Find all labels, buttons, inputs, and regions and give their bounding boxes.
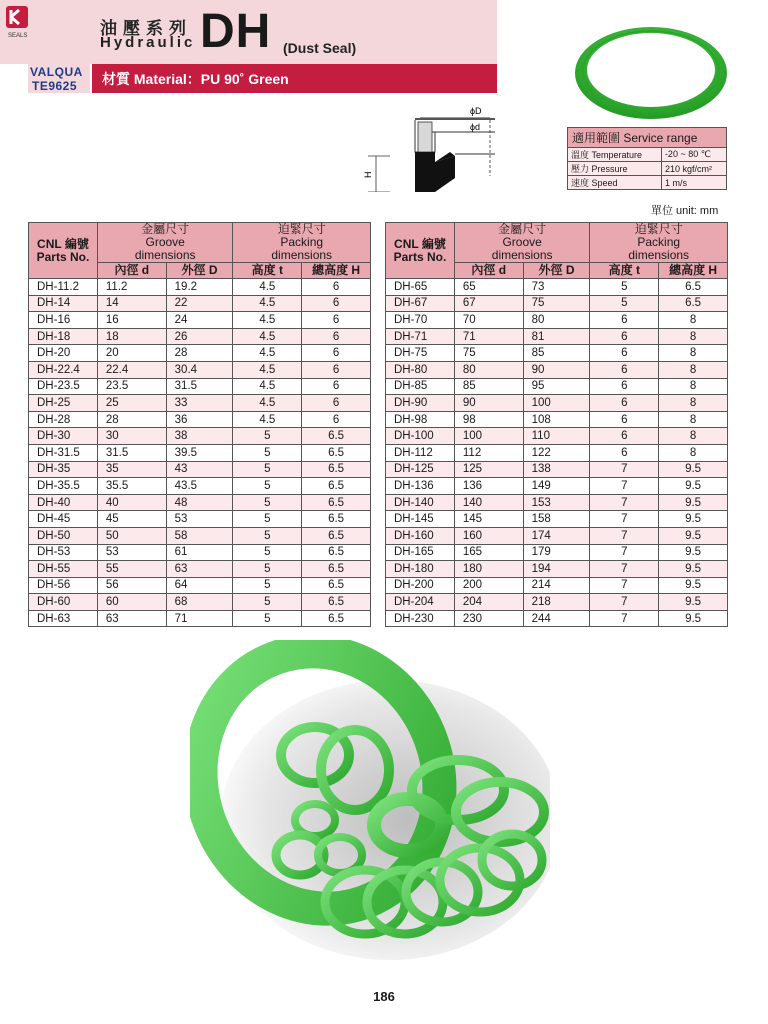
part-number: DH-35 — [29, 461, 98, 478]
inner-diameter: 45 — [97, 511, 166, 528]
part-number: DH-28 — [29, 411, 98, 428]
height-t: 4.5 — [233, 312, 302, 329]
part-number: DH-98 — [386, 411, 455, 428]
part-number: DH-136 — [386, 478, 455, 495]
outer-diameter: 71 — [166, 610, 233, 627]
total-height: 6.5 — [302, 577, 371, 594]
service-value: 210 kgf/cm² — [661, 162, 726, 176]
total-height: 8 — [659, 395, 728, 412]
outer-diameter: 39.5 — [166, 444, 233, 461]
outer-diameter: 80 — [523, 312, 590, 329]
total-height: 8 — [659, 312, 728, 329]
height-t: 7 — [590, 577, 659, 594]
outer-diameter: 43.5 — [166, 478, 233, 495]
total-height: 9.5 — [659, 494, 728, 511]
height-t: 7 — [590, 544, 659, 561]
table-row — [29, 594, 371, 611]
outer-diameter: 158 — [523, 511, 590, 528]
height-t: 5 — [233, 511, 302, 528]
table-row — [386, 411, 728, 428]
part-number: DH-204 — [386, 594, 455, 611]
inner-diameter: 65 — [454, 279, 523, 296]
outer-diameter: 194 — [523, 561, 590, 578]
outer-diameter: 122 — [523, 444, 590, 461]
outer-diameter: 179 — [523, 544, 590, 561]
height-t: 7 — [590, 478, 659, 495]
height-t: 7 — [590, 494, 659, 511]
height-t: 5 — [233, 494, 302, 511]
total-height: 9.5 — [659, 594, 728, 611]
table-row — [386, 494, 728, 511]
service-range-title: 適用範圍 Service range — [568, 128, 727, 148]
outer-diameter: 24 — [166, 312, 233, 329]
total-height: 6 — [302, 312, 371, 329]
table-row — [29, 428, 371, 445]
product-subtitle: (Dust Seal) — [283, 40, 357, 56]
inner-diameter: 14 — [97, 295, 166, 312]
diameter-d-label: ϕd — [470, 122, 481, 132]
table-row — [386, 312, 728, 329]
part-number: DH-165 — [386, 544, 455, 561]
product-code: DH — [200, 5, 272, 58]
part-number: DH-53 — [29, 544, 98, 561]
outer-diameter: 43 — [166, 461, 233, 478]
outer-diameter: 38 — [166, 428, 233, 445]
table-row — [386, 478, 728, 495]
inner-diameter: 60 — [97, 594, 166, 611]
inner-diameter: 100 — [454, 428, 523, 445]
total-height: 6 — [302, 279, 371, 296]
table-row — [386, 544, 728, 561]
total-height: 9.5 — [659, 461, 728, 478]
height-t: 6 — [590, 361, 659, 378]
dimension-table-left — [28, 222, 371, 627]
svg-text:SEALS: SEALS — [8, 33, 28, 39]
table-row — [386, 577, 728, 594]
col-outer-D: 外徑 D — [166, 263, 233, 279]
inner-diameter: 25 — [97, 395, 166, 412]
outer-diameter: 68 — [166, 594, 233, 611]
inner-diameter: 200 — [454, 577, 523, 594]
table-row — [29, 610, 371, 627]
outer-diameter: 100 — [523, 395, 590, 412]
height-t: 5 — [233, 610, 302, 627]
height-t: 5 — [233, 527, 302, 544]
outer-diameter: 73 — [523, 279, 590, 296]
outer-diameter: 95 — [523, 378, 590, 395]
outer-diameter: 26 — [166, 328, 233, 345]
outer-diameter: 28 — [166, 345, 233, 362]
total-height: 6 — [302, 328, 371, 345]
height-t: 6 — [590, 411, 659, 428]
part-number: DH-80 — [386, 361, 455, 378]
product-photo — [190, 640, 550, 980]
col-total-H: 總高度 H — [302, 263, 371, 279]
table-row — [386, 395, 728, 412]
inner-diameter: 165 — [454, 544, 523, 561]
table-row — [29, 345, 371, 362]
table-row — [386, 378, 728, 395]
total-height: 6 — [302, 295, 371, 312]
part-number: DH-16 — [29, 312, 98, 329]
total-height: 8 — [659, 361, 728, 378]
table-row — [29, 561, 371, 578]
inner-diameter: 80 — [454, 361, 523, 378]
height-t: 5 — [233, 561, 302, 578]
table-row — [29, 577, 371, 594]
height-t: 5 — [233, 478, 302, 495]
height-t: 4.5 — [233, 361, 302, 378]
outer-diameter: 153 — [523, 494, 590, 511]
service-value: -20 ~ 80 ℃ — [661, 148, 726, 162]
service-label: 速度 Speed — [568, 176, 662, 190]
part-number: DH-63 — [29, 610, 98, 627]
outer-diameter: 48 — [166, 494, 233, 511]
col-total-H: 總高度 H — [659, 263, 728, 279]
outer-diameter: 36 — [166, 411, 233, 428]
height-t: 5 — [590, 279, 659, 296]
diameter-D-label: ϕD — [470, 106, 482, 116]
inner-diameter: 125 — [454, 461, 523, 478]
height-t: 4.5 — [233, 328, 302, 345]
table-row — [386, 511, 728, 528]
table-row — [386, 279, 728, 296]
total-height: 6.5 — [302, 461, 371, 478]
table-row — [386, 561, 728, 578]
inner-diameter: 67 — [454, 295, 523, 312]
total-height: 8 — [659, 328, 728, 345]
total-height: 8 — [659, 444, 728, 461]
cross-section-diagram — [360, 100, 500, 192]
total-height: 9.5 — [659, 577, 728, 594]
outer-diameter: 61 — [166, 544, 233, 561]
outer-diameter: 31.5 — [166, 378, 233, 395]
total-height: 9.5 — [659, 544, 728, 561]
part-number: DH-140 — [386, 494, 455, 511]
height-t: 6 — [590, 312, 659, 329]
height-t: 7 — [590, 511, 659, 528]
height-t: 4.5 — [233, 295, 302, 312]
height-t: 5 — [233, 577, 302, 594]
height-t: 5 — [233, 444, 302, 461]
outer-diameter: 64 — [166, 577, 233, 594]
inner-diameter: 140 — [454, 494, 523, 511]
packing-header: 迫緊尺寸 Packing dimensions — [233, 223, 371, 263]
part-number: DH-60 — [29, 594, 98, 611]
part-number: DH-145 — [386, 511, 455, 528]
outer-diameter: 19.2 — [166, 279, 233, 296]
table-row — [29, 544, 371, 561]
inner-diameter: 23.5 — [97, 378, 166, 395]
total-height: 9.5 — [659, 561, 728, 578]
part-number: DH-180 — [386, 561, 455, 578]
total-height: 6 — [302, 345, 371, 362]
groove-header: 金屬尺寸 Groove dimensions — [454, 223, 590, 263]
inner-diameter: 98 — [454, 411, 523, 428]
inner-diameter: 31.5 — [97, 444, 166, 461]
outer-diameter: 75 — [523, 295, 590, 312]
parts-header: CNL 編號 Parts No. — [29, 223, 98, 279]
inner-diameter: 90 — [454, 395, 523, 412]
inner-diameter: 40 — [97, 494, 166, 511]
part-number: DH-20 — [29, 345, 98, 362]
inner-diameter: 30 — [97, 428, 166, 445]
seal-ring-image — [571, 15, 731, 125]
inner-diameter: 35.5 — [97, 478, 166, 495]
height-t: 5 — [233, 461, 302, 478]
material-text: 材質 Material：PU 90˚ Green — [102, 71, 289, 87]
inner-diameter: 112 — [454, 444, 523, 461]
inner-diameter: 35 — [97, 461, 166, 478]
table-row — [29, 361, 371, 378]
inner-diameter: 230 — [454, 610, 523, 627]
inner-diameter: 18 — [97, 328, 166, 345]
col-inner-d: 內徑 d — [454, 263, 523, 279]
part-number: DH-11.2 — [29, 279, 98, 296]
part-number: DH-230 — [386, 610, 455, 627]
table-row — [29, 411, 371, 428]
height-t: 6 — [590, 395, 659, 412]
height-t: 6 — [590, 328, 659, 345]
height-t: 5 — [233, 594, 302, 611]
part-number: DH-85 — [386, 378, 455, 395]
part-number: DH-30 — [29, 428, 98, 445]
total-height: 8 — [659, 345, 728, 362]
height-t: 5 — [233, 428, 302, 445]
table-row — [386, 461, 728, 478]
total-height: 8 — [659, 428, 728, 445]
total-height: 6.5 — [302, 444, 371, 461]
total-height: 9.5 — [659, 610, 728, 627]
inner-diameter: 145 — [454, 511, 523, 528]
total-height: 6 — [302, 411, 371, 428]
table-row — [29, 527, 371, 544]
outer-diameter: 138 — [523, 461, 590, 478]
height-t: 7 — [590, 461, 659, 478]
height-t: 5 — [590, 295, 659, 312]
total-height: 8 — [659, 411, 728, 428]
outer-diameter: 81 — [523, 328, 590, 345]
table-row — [29, 395, 371, 412]
inner-diameter: 136 — [454, 478, 523, 495]
packing-header: 迫緊尺寸 Packing dimensions — [590, 223, 728, 263]
total-height: 6 — [302, 361, 371, 378]
height-t: 4.5 — [233, 395, 302, 412]
service-label: 壓力 Pressure — [568, 162, 662, 176]
total-height: 6 — [302, 395, 371, 412]
col-outer-D: 外徑 D — [523, 263, 590, 279]
total-height: 6.5 — [302, 478, 371, 495]
height-t: 7 — [590, 594, 659, 611]
part-number: DH-35.5 — [29, 478, 98, 495]
table-row — [29, 328, 371, 345]
outer-diameter: 149 — [523, 478, 590, 495]
table-row — [29, 279, 371, 296]
total-height: 9.5 — [659, 511, 728, 528]
outer-diameter: 30.4 — [166, 361, 233, 378]
part-number: DH-71 — [386, 328, 455, 345]
table-row — [386, 345, 728, 362]
inner-diameter: 75 — [454, 345, 523, 362]
table-row — [386, 594, 728, 611]
table-row — [29, 461, 371, 478]
table-row — [386, 444, 728, 461]
table-row — [386, 361, 728, 378]
outer-diameter: 110 — [523, 428, 590, 445]
outer-diameter: 53 — [166, 511, 233, 528]
part-number: DH-14 — [29, 295, 98, 312]
height-t: 6 — [590, 345, 659, 362]
col-height-t: 高度 t — [590, 263, 659, 279]
total-height: 9.5 — [659, 478, 728, 495]
outer-diameter: 108 — [523, 411, 590, 428]
dimension-table-right — [385, 222, 728, 627]
table-row — [29, 444, 371, 461]
inner-diameter: 53 — [97, 544, 166, 561]
company-logo — [4, 4, 60, 40]
table-row — [386, 428, 728, 445]
table-row — [29, 511, 371, 528]
outer-diameter: 244 — [523, 610, 590, 627]
brand-name: VALQUA — [30, 65, 83, 79]
outer-diameter: 63 — [166, 561, 233, 578]
height-t: 7 — [590, 527, 659, 544]
inner-diameter: 63 — [97, 610, 166, 627]
col-height-t: 高度 t — [233, 263, 302, 279]
part-number: DH-70 — [386, 312, 455, 329]
height-t: 6 — [590, 444, 659, 461]
table-row — [386, 328, 728, 345]
total-height: 6.5 — [302, 544, 371, 561]
total-height: 6.5 — [302, 594, 371, 611]
total-height: 6.5 — [302, 561, 371, 578]
table-row — [386, 610, 728, 627]
total-height: 6.5 — [302, 428, 371, 445]
inner-diameter: 70 — [454, 312, 523, 329]
unit-label: 單位 unit: mm — [651, 205, 719, 217]
height-t: 7 — [590, 561, 659, 578]
inner-diameter: 16 — [97, 312, 166, 329]
inner-diameter: 160 — [454, 527, 523, 544]
height-t: 5 — [233, 544, 302, 561]
total-height: 8 — [659, 378, 728, 395]
outer-diameter: 22 — [166, 295, 233, 312]
table-row — [386, 527, 728, 544]
total-height: 6 — [302, 378, 371, 395]
title-english: Hydraulic — [100, 34, 196, 51]
part-number: DH-50 — [29, 527, 98, 544]
part-number: DH-67 — [386, 295, 455, 312]
part-number: DH-100 — [386, 428, 455, 445]
table-row — [29, 378, 371, 395]
inner-diameter: 50 — [97, 527, 166, 544]
part-number: DH-18 — [29, 328, 98, 345]
total-height: 6.5 — [302, 610, 371, 627]
inner-diameter: 71 — [454, 328, 523, 345]
col-inner-d: 內徑 d — [97, 263, 166, 279]
height-t: 6 — [590, 378, 659, 395]
inner-diameter: 20 — [97, 345, 166, 362]
part-number: DH-23.5 — [29, 378, 98, 395]
height-H-label: H — [363, 171, 373, 178]
table-row — [386, 295, 728, 312]
page-number: 186 — [373, 989, 395, 1004]
title-chinese: 油壓系列 — [100, 19, 192, 38]
table-row — [29, 478, 371, 495]
part-number: DH-55 — [29, 561, 98, 578]
part-number: DH-22.4 — [29, 361, 98, 378]
service-range-table — [567, 127, 727, 190]
part-number: DH-56 — [29, 577, 98, 594]
inner-diameter: 11.2 — [97, 279, 166, 296]
inner-diameter: 204 — [454, 594, 523, 611]
height-t: 6 — [590, 428, 659, 445]
part-number: DH-112 — [386, 444, 455, 461]
part-number: DH-65 — [386, 279, 455, 296]
outer-diameter: 58 — [166, 527, 233, 544]
outer-diameter: 85 — [523, 345, 590, 362]
total-height: 6.5 — [659, 279, 728, 296]
inner-diameter: 85 — [454, 378, 523, 395]
part-number: DH-160 — [386, 527, 455, 544]
inner-diameter: 22.4 — [97, 361, 166, 378]
part-number: DH-90 — [386, 395, 455, 412]
table-row — [29, 494, 371, 511]
inner-diameter: 56 — [97, 577, 166, 594]
outer-diameter: 218 — [523, 594, 590, 611]
total-height: 6.5 — [302, 511, 371, 528]
part-number: DH-31.5 — [29, 444, 98, 461]
total-height: 6.5 — [659, 295, 728, 312]
part-number: DH-200 — [386, 577, 455, 594]
service-label: 溫度 Temperature — [568, 148, 662, 162]
total-height: 6.5 — [302, 494, 371, 511]
outer-diameter: 214 — [523, 577, 590, 594]
outer-diameter: 90 — [523, 361, 590, 378]
table-row — [29, 312, 371, 329]
brand-code: TE9625 — [32, 79, 78, 93]
inner-diameter: 55 — [97, 561, 166, 578]
part-number: DH-75 — [386, 345, 455, 362]
table-row — [29, 295, 371, 312]
height-t: 7 — [590, 610, 659, 627]
part-number: DH-40 — [29, 494, 98, 511]
groove-header: 金屬尺寸 Groove dimensions — [97, 223, 233, 263]
part-number: DH-25 — [29, 395, 98, 412]
inner-diameter: 28 — [97, 411, 166, 428]
parts-header: CNL 編號 Parts No. — [386, 223, 455, 279]
total-height: 6.5 — [302, 527, 371, 544]
height-t: 4.5 — [233, 411, 302, 428]
outer-diameter: 33 — [166, 395, 233, 412]
height-t: 4.5 — [233, 378, 302, 395]
height-t: 4.5 — [233, 279, 302, 296]
part-number: DH-45 — [29, 511, 98, 528]
service-value: 1 m/s — [661, 176, 726, 190]
inner-diameter: 180 — [454, 561, 523, 578]
height-t: 4.5 — [233, 345, 302, 362]
part-number: DH-125 — [386, 461, 455, 478]
total-height: 9.5 — [659, 527, 728, 544]
outer-diameter: 174 — [523, 527, 590, 544]
